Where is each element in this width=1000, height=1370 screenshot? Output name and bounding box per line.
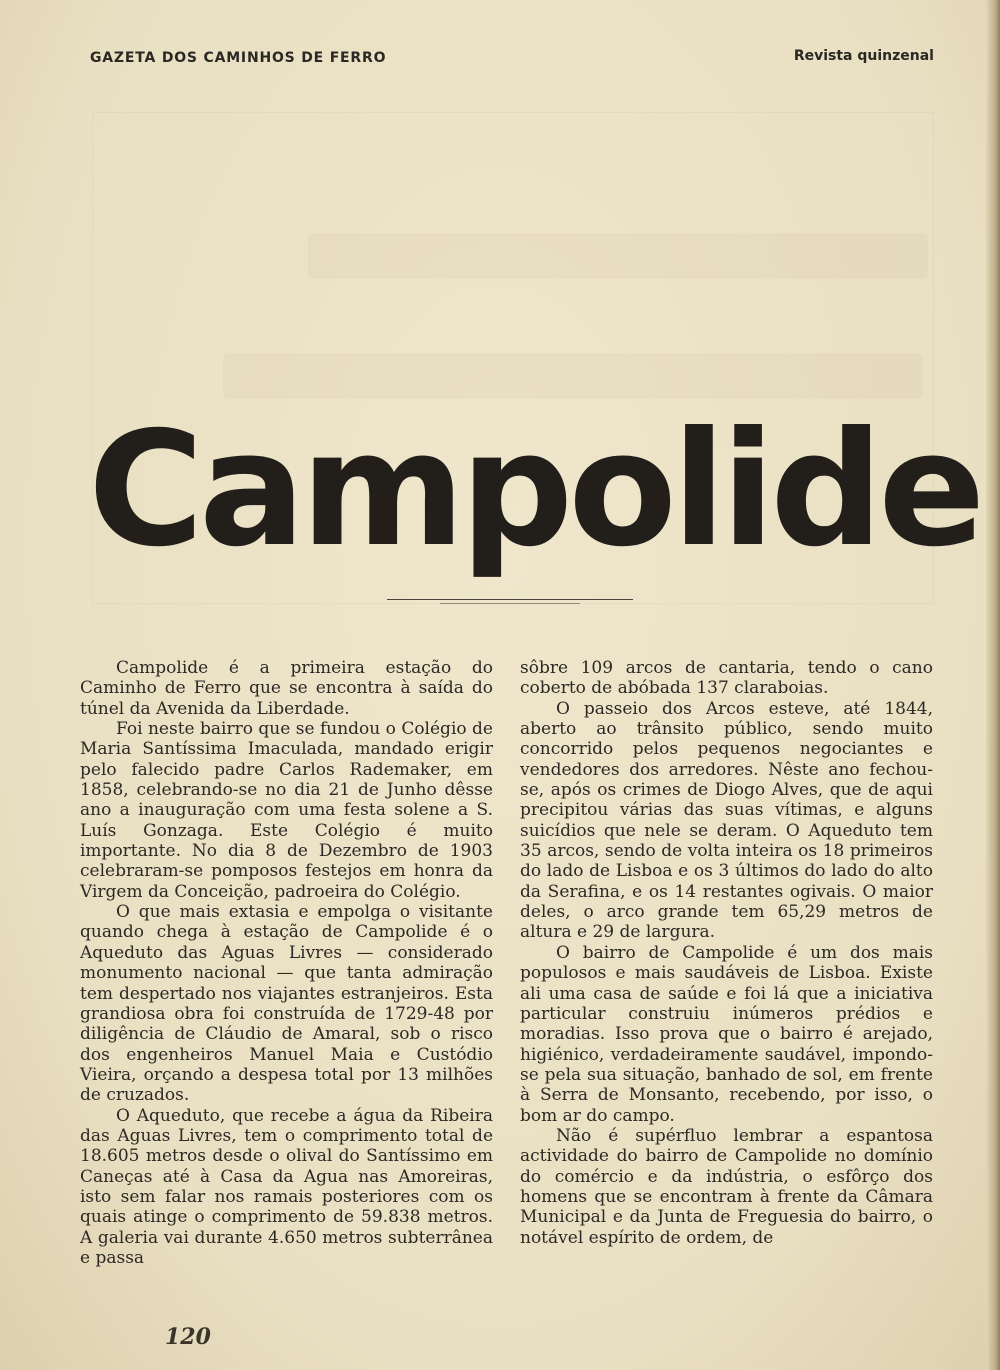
title-rule-accent — [440, 603, 580, 604]
right-text-column — [520, 658, 933, 1248]
page-spine-shadow — [986, 0, 1000, 1370]
paragraph: O passeio dos Arcos esteve, até 1844, aberto ao trânsito público, sendo muito concorrido pelos pequenos negociantes e vendedores dos arredores. Nêste ano fechou-se, após os crimes de Diogo Alves, que de aqui precipitou várias das suas vítimas, e alguns suicídios que nele se deram. O Aqueduto tem 35 arcos, sendo de volta inteira os 18 primeiros do lado de Lisboa e os 3 últimos do lado do alto da Serafina, e os 14 restantes ogivais. O maior deles, o arco grande tem 65,29 metros de altura e 29 de largura. — [520, 698, 933, 943]
paragraph: O bairro de Campolide é um dos mais populosos e mais saudáveis de Lisboa. Existe ali uma casa de saúde e foi lá que a iniciativa particular construiu inúmeros prédios e moradias. Isso prova que o bairro é arejado, higiénico, verdadeiramente saudável, impondo-se pela sua situação, banhado de sol, em frente à Serra de Monsanto, recebendo, por isso, o bom ar do campo. — [520, 942, 933, 1126]
title-rule — [387, 599, 633, 600]
paragraph: O que mais extasia e empolga o visitante quando chega à estação de Campolide é o Aqueduto das Aguas Livres — considerado monumento nacional — que tanta admiração tem despertado nos viajantes estranjeiros. Esta grandiosa obra foi construída de 1729-48 por diligência de Cláudio de Amaral, sob o risco dos engenheiros Manuel Maia e Custódio Vieira, orçando a despesa total por 13 milhões de cruzados. — [80, 902, 493, 1106]
article-title: Campolide — [88, 398, 981, 582]
show-through-line — [308, 233, 928, 279]
publication-name: GAZETA DOS CAMINHOS DE FERRO — [90, 50, 387, 66]
show-through-line — [223, 353, 923, 399]
paragraph: Não é supérfluo lembrar a espantosa actividade do bairro de Campolide no domínio do comércio e da indústria, o esfôrço dos homens que se encontram à frente da Câmara Municipal e da Junta de Freguesia do bairro, o notável espírito de ordem, de — [520, 1125, 933, 1248]
paragraph: O Aqueduto, que recebe a água da Ribeira das Aguas Livres, tem o comprimento total de 18.605 metros desde o olival do Santíssimo em Caneças até à Casa da Agua nas Amoreiras, isto sem falar nos ramais posteriores com os quais atinge o comprimento de 59.838 metros. A galeria vai durante 4.650 metros subterrânea e passa — [80, 1105, 493, 1268]
paragraph-continuation: sôbre 109 arcos de cantaria, tendo o cano coberto de abóbada 137 claraboias. — [520, 658, 933, 699]
left-text-column — [80, 658, 493, 1268]
paragraph: Foi neste bairro que se fundou o Colégio de Maria Santíssima Imaculada, mandado erigir pelo falecido padre Carlos Rademaker, em 1858, celebrando-se no dia 21 de Junho dêsse ano a inauguração com uma festa solene a S. Luís Gonzaga. Este Colégio é muito importante. No dia 8 de Dezembro de 1903 celebraram-se pomposos festejos em honra da Virgem da Conceição, padroeira do Colégio. — [80, 719, 493, 902]
page-number: 120 — [165, 1324, 211, 1350]
paragraph: Campolide é a primeira estação do Caminho de Ferro que se encontra à saída do túnel da Avenida da Liberdade. — [80, 658, 493, 719]
publication-frequency: Revista quinzenal — [793, 48, 934, 64]
